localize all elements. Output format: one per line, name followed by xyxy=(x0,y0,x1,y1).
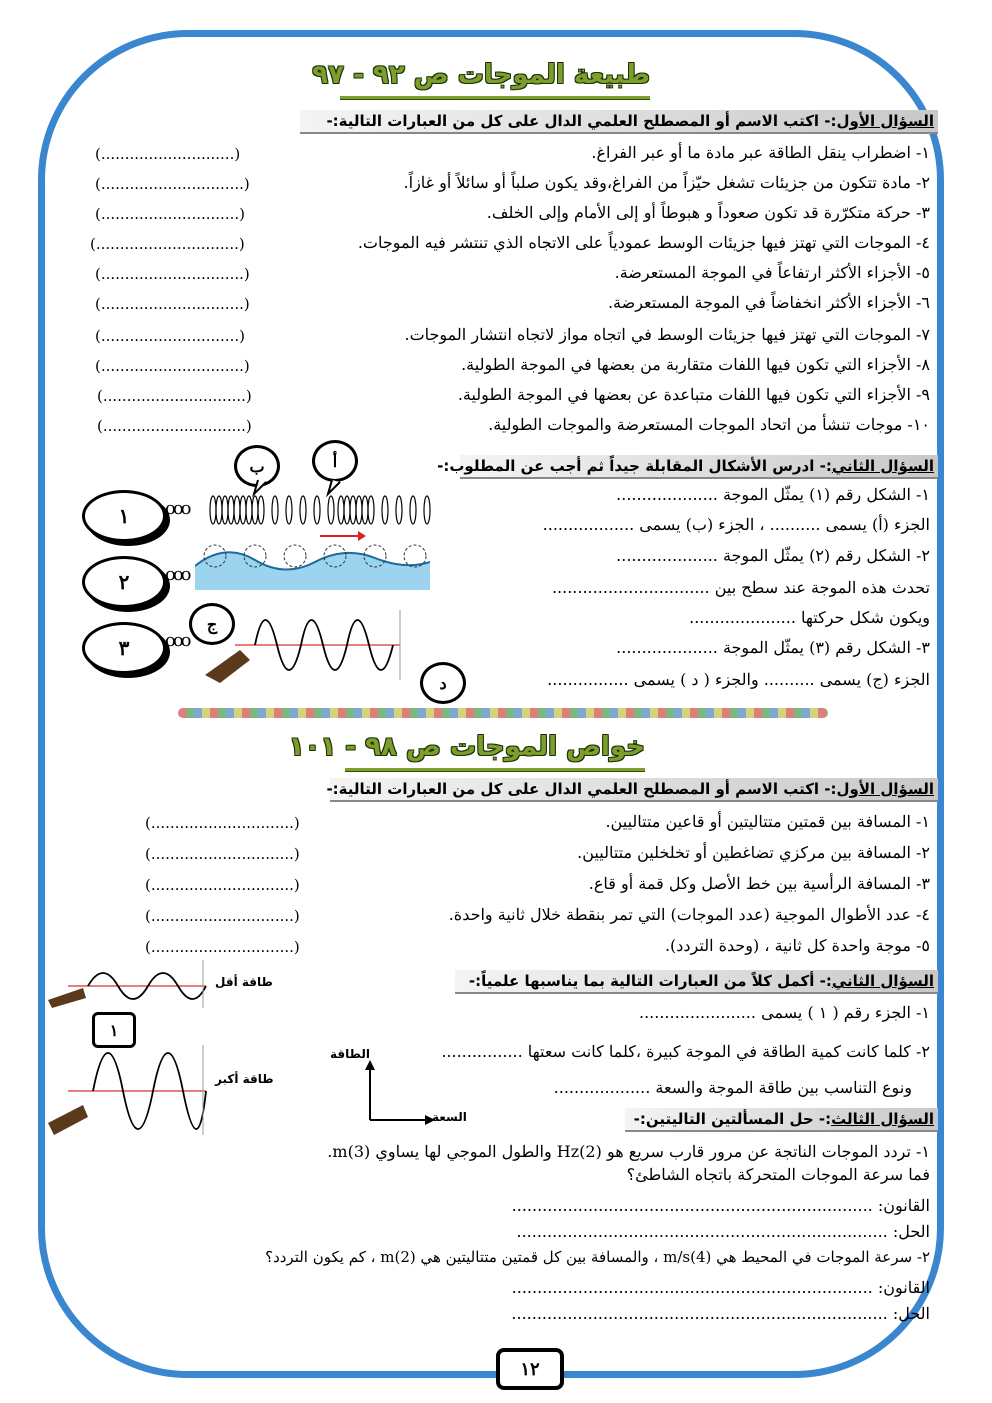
fig2-cloud: ٢ xyxy=(82,556,166,608)
s2-q1-header xyxy=(326,778,938,802)
s2-q3-text: :- حل المسألتين التاليتين:- xyxy=(633,1110,832,1128)
s2-q2-line-1: ١- الجزء رقم ( ١ ) يسمى ....................... xyxy=(639,1003,930,1022)
s1-q1-item-4: ٤- الموجات التي تهتز فيها جزيئات الوسط عمودياً على الاتجاه الذي تنتشر فيه الموجات. xyxy=(357,233,930,252)
s1-q1-blank-5[interactable]: (..............................) xyxy=(95,265,250,283)
part1-box: ١ xyxy=(92,1012,136,1048)
label-a-bubble: أ xyxy=(312,440,358,482)
axis-y-label: الطاقة xyxy=(330,1047,370,1061)
s1-q2-line-7: الجزء (ج) يسمى .......... والجزء ( د ) يسمى ................ xyxy=(547,670,930,689)
s1-q2-line-6: ٣- الشكل رقم (٣) يمثّل الموجة .................... xyxy=(616,638,930,657)
axis-x-label: السعة xyxy=(432,1110,467,1124)
s1-q1-text: :- اكتب الاسم أو المصطلح العلمي الدال على كل من العبارات التالية:- xyxy=(326,112,837,130)
s2-q1-text: :- اكتب الاسم أو المصطلح العلمي الدال على كل من العبارات التالية:- xyxy=(326,780,837,798)
s1-q1-blank-9[interactable]: (..............................) xyxy=(97,387,252,405)
s1-q1-blank-7[interactable]: (.............................) xyxy=(95,327,245,345)
label-c-bubble: ج xyxy=(189,603,235,645)
s2-q2-line-3: ونوع التناسب بين طاقة الموجة والسعة ................... xyxy=(553,1078,912,1097)
high-energy-label: طاقة أكبر xyxy=(215,1072,274,1086)
s2-q3-problem2-law[interactable]: القانون: ....................................................................... xyxy=(511,1278,930,1297)
section2-title-underline xyxy=(345,768,645,772)
section-divider xyxy=(178,708,828,718)
s2-q2-line-2: ٢- كلما كانت كمية الطاقة في الموجة كبيرة ،كلما كانت سعتها ................ xyxy=(441,1042,930,1061)
s1-q2-line-4: تحدث هذه الموجة عند سطح بين ............................... xyxy=(551,578,930,597)
section2-title: خواص الموجات ص ٩٨ - ١٠١ xyxy=(288,732,645,762)
s2-q2-header xyxy=(455,970,938,994)
s1-q1-blank-10[interactable]: (..............................) xyxy=(97,417,252,435)
low-energy-label: طاقة أقل xyxy=(215,975,273,989)
s2-q1-item-1: ١- المسافة بين قمتين متتاليتين أو قاعين متتاليين. xyxy=(605,812,930,831)
s1-q1-blank-1[interactable]: (............................) xyxy=(95,145,241,163)
s1-q1-label: السؤال الأول xyxy=(836,112,934,130)
s1-q1-item-10: ١٠- موجات تنشأ من اتحاد الموجات المستعرضة والموجات الطولية. xyxy=(488,415,930,434)
s2-q1-item-4: ٤- عدد الأطوال الموجية (عدد الموجات) التي تمر بنقطة خلال ثانية واحدة. xyxy=(448,905,930,924)
s2-q2-label: السؤال الثاني xyxy=(831,972,934,990)
section1-title-underline xyxy=(340,96,650,100)
s1-q2-header xyxy=(437,455,938,479)
s1-q2-line-5: ويكون شكل حركتها ..................... xyxy=(689,608,930,627)
s1-q2-line-2: الجزء (أ) يسمى .......... ، الجزء (ب) يسمى .................. xyxy=(542,515,930,534)
s2-q1-item-5: ٥- موجة واحدة كل ثانية ، (وحدة التردد). xyxy=(664,936,930,955)
s2-q3-problem2-solution[interactable]: الحل: .......................................................................... xyxy=(511,1304,930,1323)
s2-q1-blank-4[interactable]: (..............................) xyxy=(145,907,300,925)
s1-q1-item-3: ٣- حركة متكرّرة قد تكون صعوداً و هبوطاً أو إلى الأمام وإلى الخلف. xyxy=(486,203,930,222)
s1-q1-item-9: ٩- الأجزاء التي تكون فيها اللفات متباعدة عن بعضها في الموجة الطولية. xyxy=(457,385,930,404)
low-energy-wave-figure xyxy=(48,960,208,1008)
s1-q2-text: :- ادرس الأشكال المقابلة جيداً ثم أجب عن المطلوب:- xyxy=(437,457,832,475)
s2-q1-item-2: ٢- المسافة بين مركزي تضاغطين أو تخلخلين متتاليين. xyxy=(577,843,930,862)
s1-q1-header xyxy=(300,110,938,134)
s2-q3-problem1-law[interactable]: القانون: ....................................................................... xyxy=(511,1196,930,1215)
s2-q1-blank-1[interactable]: (..............................) xyxy=(145,814,300,832)
s1-q2-line-1: ١- الشكل رقم (١) يمثّل الموجة .................... xyxy=(616,485,930,504)
fig1-cloud-tail: ooo xyxy=(165,498,189,519)
fig1-cloud: ١ xyxy=(82,490,166,542)
s1-q1-blank-8[interactable]: (..............................) xyxy=(95,357,250,375)
s1-q2-label: السؤال الثاني xyxy=(831,457,934,475)
s2-q3-problem1-line2: فما سرعة الموجات المتحركة باتجاه الشاطئ؟ xyxy=(626,1165,930,1184)
s2-q3-problem2-line1: ٢- سرعة الموجات في المحيط هي (4)m/s ، والمسافة بين كل قمتين متتاليتين هي (2)m ، كم يكون التردد؟ xyxy=(265,1248,930,1266)
s1-q1-blank-2[interactable]: (..............................) xyxy=(95,175,250,193)
s1-q1-item-2: ٢- مادة تتكون من جزيئات تشغل حيّزاً من الفراغ،وقد يكون صلباً أو سائلاً أو غازاً. xyxy=(403,173,930,192)
s2-q3-header xyxy=(625,1108,938,1132)
energy-amplitude-axes xyxy=(362,1060,437,1125)
s2-q1-blank-3[interactable]: (..............................) xyxy=(145,876,300,894)
label-pointers xyxy=(240,478,360,498)
s1-q1-item-8: ٨- الأجزاء التي تكون فيها اللفات متقاربة من بعضها في الموجة الطولية. xyxy=(461,355,930,374)
s2-q1-blank-2[interactable]: (..............................) xyxy=(145,845,300,863)
s1-q1-blank-4[interactable]: (..............................) xyxy=(90,235,245,253)
s1-q1-blank-3[interactable]: (.............................) xyxy=(95,205,245,223)
s2-q3-label: السؤال الثالث xyxy=(831,1110,934,1128)
s2-q1-item-3: ٣- المسافة الرأسية بين خط الأصل وكل قمة أو قاع. xyxy=(588,874,930,893)
s2-q3-problem1-solution[interactable]: الحل: ......................................................................... xyxy=(516,1222,930,1241)
surface-wave-figure xyxy=(195,540,430,590)
high-energy-wave-figure xyxy=(48,1045,208,1135)
s1-q1-item-1: ١- اضطراب ينقل الطاقة عبر مادة ما أو عبر الفراغ. xyxy=(591,143,930,162)
fig2-cloud-tail: ooo xyxy=(165,564,189,585)
section1-title: طبيعة الموجات ص ٩٢ - ٩٧ xyxy=(312,60,650,90)
s2-q1-label: السؤال الأول xyxy=(836,780,934,798)
label-d-bubble: د xyxy=(420,662,466,704)
transverse-wave-figure xyxy=(205,605,410,685)
s2-q1-blank-5[interactable]: (..............................) xyxy=(145,938,300,956)
fig3-cloud-tail: ooo xyxy=(165,630,189,651)
fig3-cloud: ٣ xyxy=(82,622,166,674)
s1-q2-line-3: ٢- الشكل رقم (٢) يمثّل الموجة .................... xyxy=(616,546,930,565)
s1-q1-blank-6[interactable]: (..............................) xyxy=(95,295,250,313)
s1-q1-item-5: ٥- الأجزاء الأكثر ارتفاعاً في الموجة المستعرضة. xyxy=(614,263,930,282)
s2-q2-text: :- أكمل كلاً من العبارات التالية بما يناسبها علمياً:- xyxy=(468,972,832,990)
s1-q1-item-7: ٧- الموجات التي تهتز فيها جزيئات الوسط في اتجاه مواز لاتجاه انتشار الموجات. xyxy=(404,325,930,344)
s1-q1-item-6: ٦- الأجزاء الأكثر انخفاضاً في الموجة المستعرضة. xyxy=(607,293,930,312)
label-b-bubble: ب xyxy=(234,445,280,487)
s2-q3-problem1-line1: ١- تردد الموجات الناتجة عن مرور قارب سريع هو (2)Hz والطول الموجي لها يساوي (3)m. xyxy=(327,1142,930,1161)
page-number: ١٢ xyxy=(496,1348,564,1390)
